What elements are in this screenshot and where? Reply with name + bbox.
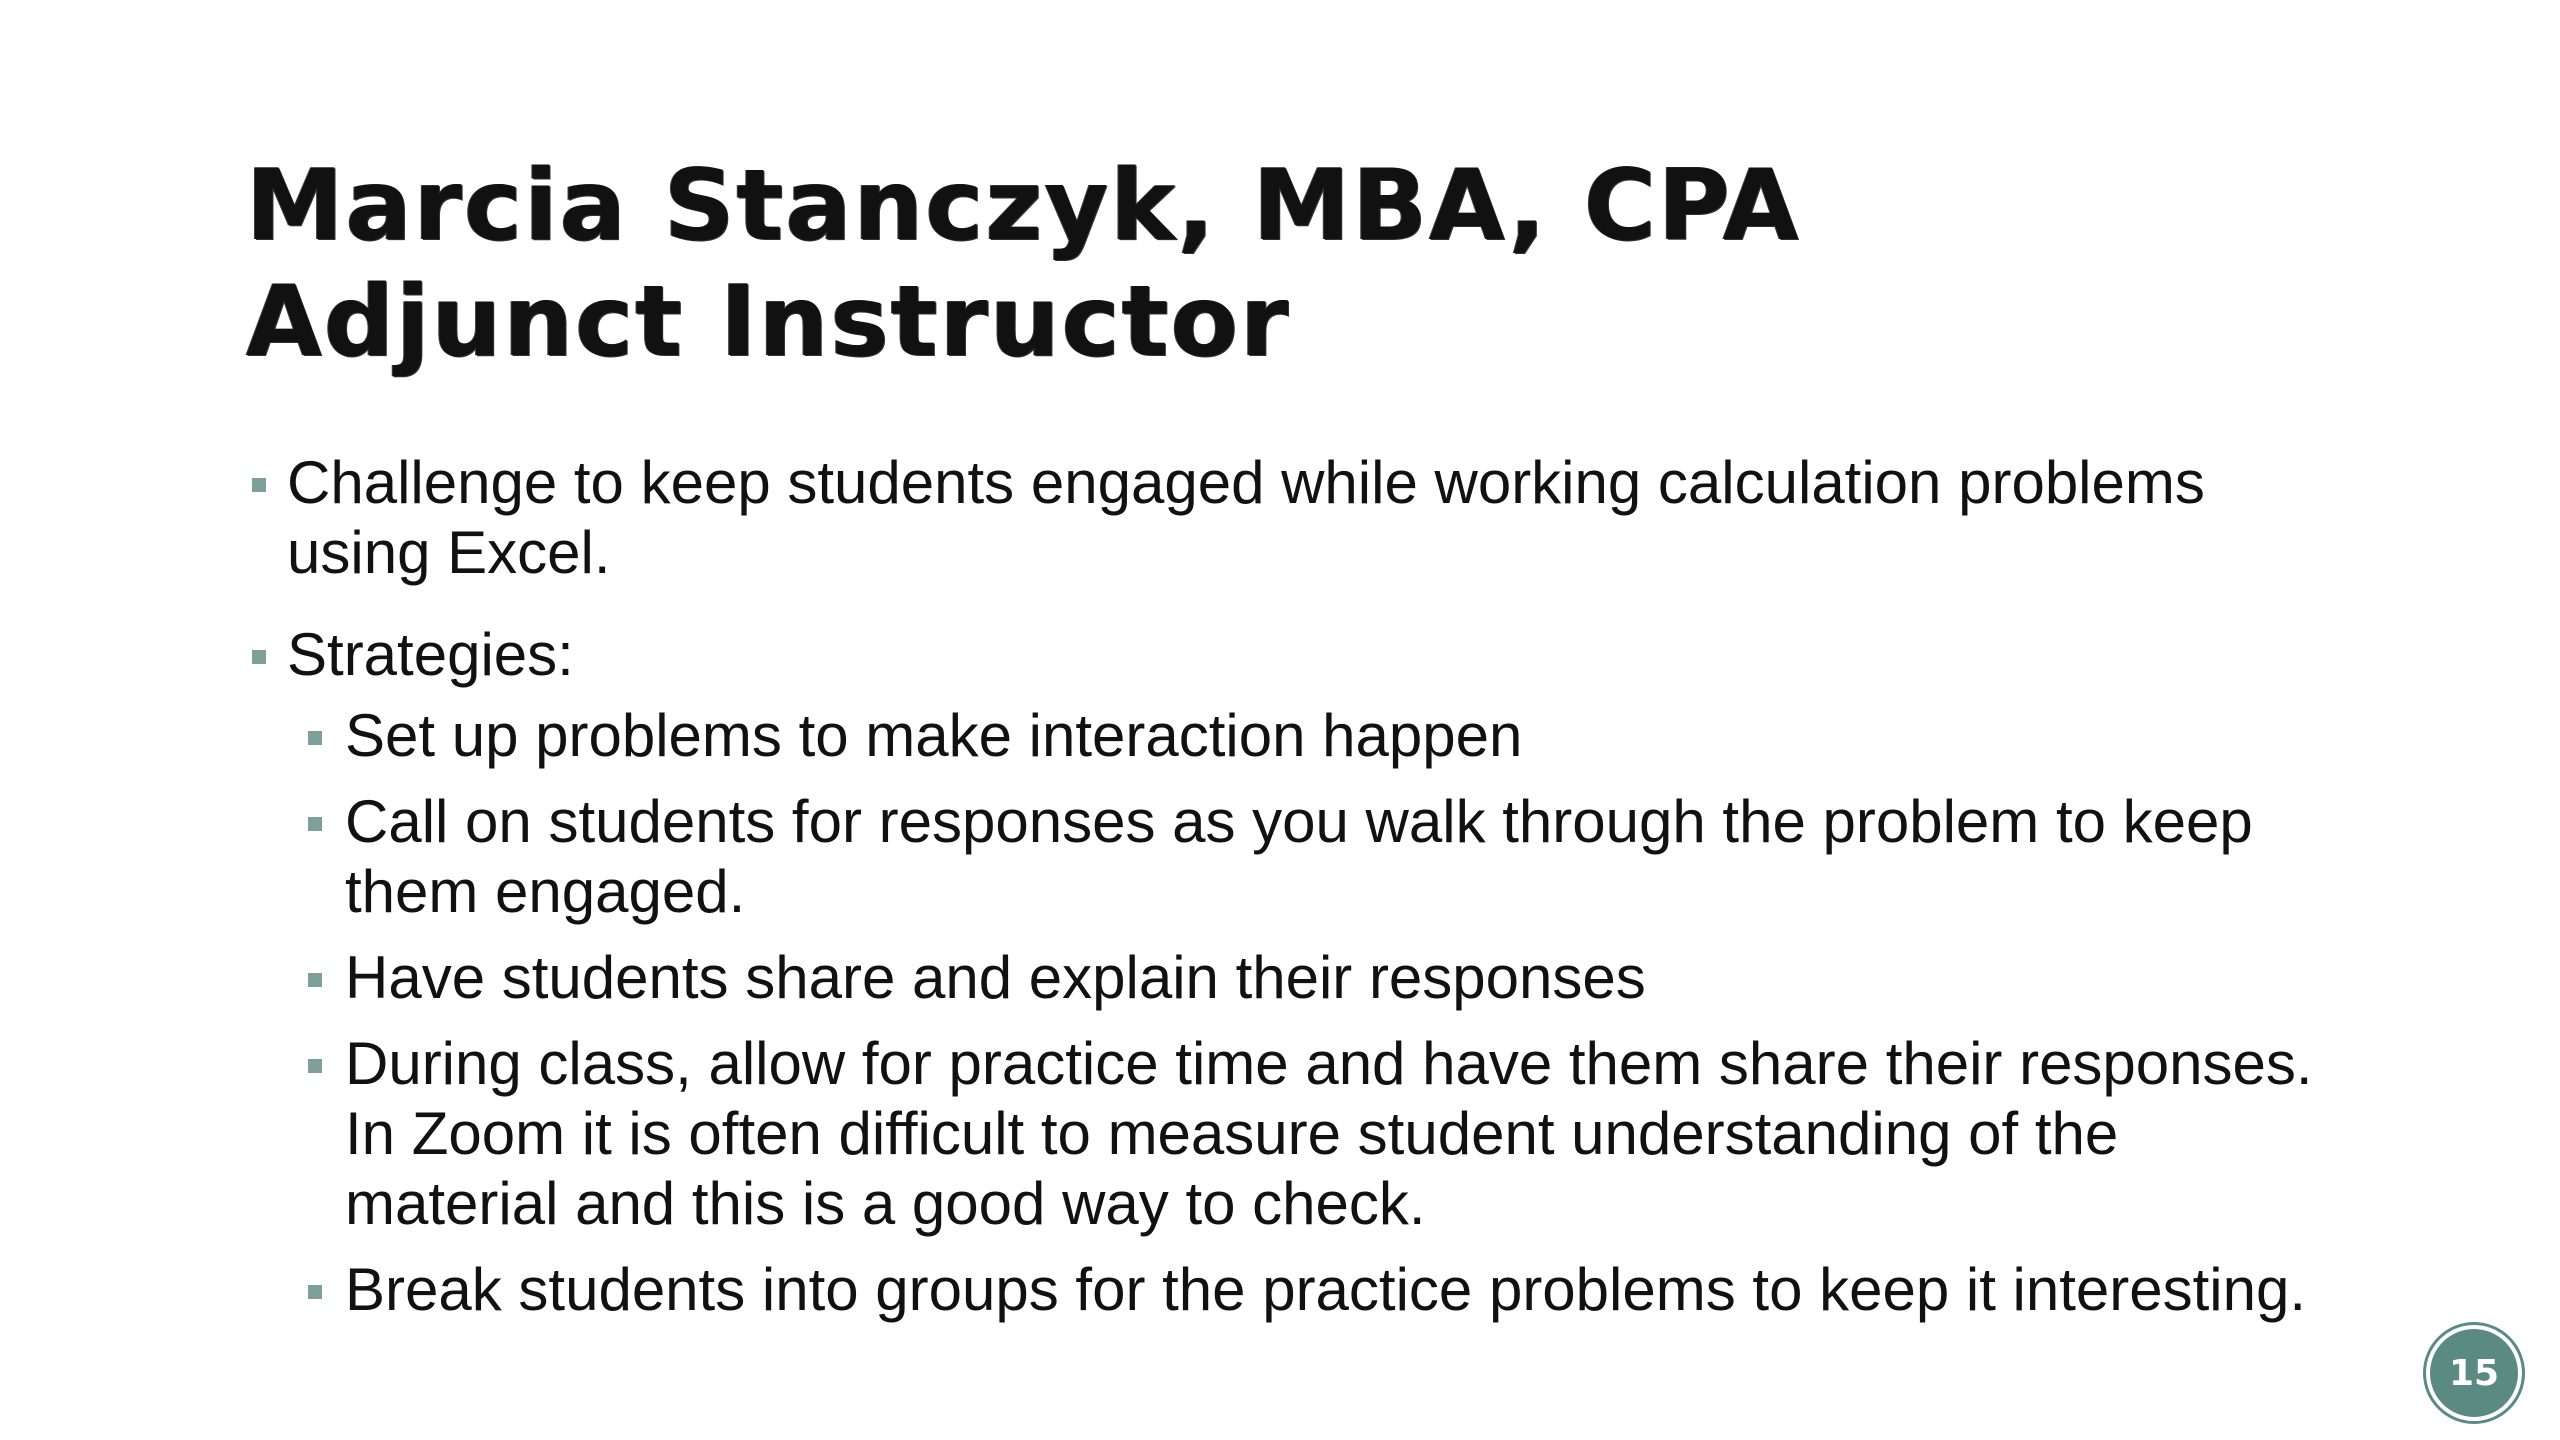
sub-bullet-text: Set up problems to make interaction happen [345,702,1523,769]
sub-bullet-item [246,1255,2326,1325]
square-bullet-icon [308,973,322,987]
bullet-item [246,620,2326,1325]
slide-title [246,148,1801,380]
title-line-role: Adjunct Instructor [246,265,1291,379]
sub-bullet-item [246,943,2326,1013]
page-number-badge: 15 [2430,1329,2518,1417]
bullet-text: Strategies: [287,621,574,688]
sub-bullet-text: During class, allow for practice time and have them share their responses. In Zoom it is often difficult to measure student understanding of the material and this is a good way to check. [345,1030,2313,1237]
square-bullet-icon [308,731,322,745]
bullet-list [246,448,2326,1325]
square-bullet-icon [252,650,266,664]
square-bullet-icon [308,1059,322,1073]
title-line-name: Marcia Stanczyk, MBA, CPA [246,149,1801,263]
bullet-text: Challenge to keep students engaged while working calculation problems using Excel. [287,449,2205,586]
sub-bullet-text: Break students into groups for the practice problems to keep it interesting. [345,1256,2307,1323]
bullet-item [246,448,2326,588]
square-bullet-icon [252,478,266,492]
sub-bullet-item [246,701,2326,771]
square-bullet-icon [308,1285,322,1299]
sub-bullet-text: Call on students for responses as you walk through the problem to keep them engaged. [345,788,2253,925]
sub-bullet-text: Have students share and explain their responses [345,944,1646,1011]
sub-bullet-item [246,787,2326,927]
sub-bullet-item [246,1029,2326,1239]
square-bullet-icon [308,817,322,831]
